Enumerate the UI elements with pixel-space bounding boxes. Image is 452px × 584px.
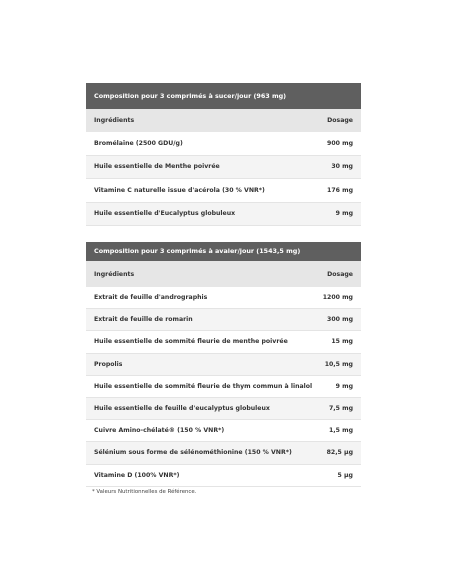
table-row: [86, 420, 361, 442]
dosage-cell: 82,5 µg: [326, 449, 353, 457]
table-row: [86, 132, 361, 156]
header-ingredients: Ingrédients: [94, 117, 135, 124]
dosage-cell: 1200 mg: [322, 294, 353, 302]
dosage-cell: 176 mg: [327, 186, 353, 194]
table-row: [86, 465, 361, 487]
ingredient-cell: Vitamine C naturelle issue d'acérola (30 % VNR*): [94, 186, 265, 194]
table-row: [86, 398, 361, 420]
ingredient-cell: Propolis: [94, 360, 123, 368]
ingredient-cell: Sélénium sous forme de sélénométhionine (150 % VNR*): [94, 449, 292, 457]
ingredient-cell: Bromélaïne (2500 GDU/g): [94, 139, 183, 147]
table-title: Composition pour 3 comprimés à sucer/jour (963 mg): [86, 83, 361, 109]
header-dosage: Dosage: [327, 270, 353, 278]
ingredient-cell: Huile essentielle de sommité fleurie de thym commun à linalol: [94, 382, 313, 390]
dosage-cell: 9 mg: [335, 210, 353, 218]
dosage-cell: 5 µg: [337, 471, 353, 479]
footnote: * Valeurs Nutritionnelles de Référence.: [92, 489, 197, 495]
ingredient-cell: Huile essentielle d'Eucalyptus globuleux: [94, 210, 236, 218]
dosage-cell: 1,5 mg: [329, 427, 353, 435]
composition-table-tablets: [86, 242, 361, 487]
dosage-cell: 300 mg: [327, 316, 353, 324]
table-row: [86, 376, 361, 398]
table-row: [86, 179, 361, 203]
table-header-row: [86, 109, 361, 132]
header-ingredients: Ingrédients: [94, 270, 135, 278]
dosage-cell: 7,5 mg: [329, 405, 353, 413]
dosage-cell: 15 mg: [331, 338, 353, 346]
table-row: [86, 156, 361, 180]
table-row: [86, 287, 361, 309]
composition-table-lozenges: [86, 83, 361, 226]
table-row: [86, 442, 361, 464]
ingredient-cell: Huile essentielle de sommité fleurie de menthe poivrée: [94, 338, 288, 346]
header-dosage: Dosage: [327, 117, 353, 124]
ingredient-cell: Vitamine D (100% VNR*): [94, 471, 180, 479]
dosage-cell: 900 mg: [327, 139, 353, 147]
table-title: Composition pour 3 comprimés à avaler/jour (1543,5 mg): [86, 242, 361, 261]
ingredient-cell: Extrait de feuille d'andrographis: [94, 294, 208, 302]
dosage-cell: 10,5 mg: [324, 360, 353, 368]
ingredient-cell: Extrait de feuille de romarin: [94, 316, 193, 324]
ingredient-cell: Huile essentielle de Menthe poivrée: [94, 163, 220, 171]
ingredient-cell: Huile essentielle de feuille d'eucalyptus globuleux: [94, 405, 270, 413]
table-row: [86, 331, 361, 353]
dosage-cell: 30 mg: [331, 163, 353, 171]
table-row: [86, 309, 361, 331]
table-row: [86, 203, 361, 227]
ingredient-cell: Cuivre Amino-chélaté® (150 % VNR*): [94, 427, 225, 435]
table-row: [86, 354, 361, 376]
dosage-cell: 9 mg: [335, 382, 353, 390]
table-header-row: [86, 261, 361, 287]
